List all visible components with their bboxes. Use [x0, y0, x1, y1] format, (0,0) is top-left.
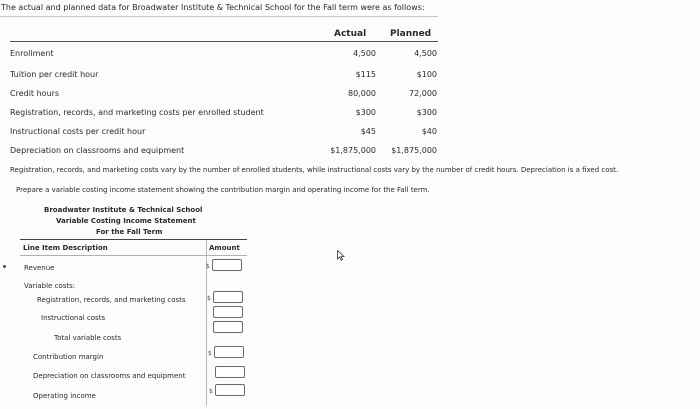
row-label: Enrollment	[10, 49, 54, 58]
statement-title-period: For the Fall Term	[96, 228, 163, 236]
currency-sign: $	[206, 263, 210, 270]
statement-top-rule	[20, 239, 247, 240]
row-label: Credit hours	[10, 89, 60, 98]
statement-title-company: Broadwater Institute & Technical School	[44, 206, 203, 214]
registration-costs-input[interactable]	[213, 291, 243, 303]
row-planned: 72,000	[409, 89, 437, 98]
instructional-costs-input[interactable]	[213, 306, 243, 318]
row-planned: $40	[421, 127, 437, 136]
row-planned: $300	[416, 108, 437, 117]
row-actual: $45	[360, 127, 376, 136]
col-description-header: Line Item Description	[23, 244, 108, 252]
row-label: Depreciation on classrooms and equipment	[10, 146, 185, 155]
row-actual: $1,875,000	[330, 146, 376, 155]
currency-sign: $	[207, 295, 211, 302]
table-header-rule	[10, 41, 438, 42]
contribution-margin-input[interactable]	[214, 346, 244, 358]
revenue-input[interactable]	[212, 259, 242, 271]
row-label: Instructional costs per credit hour	[10, 127, 146, 136]
variable-costs-label: Variable costs:	[24, 282, 76, 290]
row-label: Tuition per credit hour	[10, 70, 99, 79]
registration-costs-label: Registration, records, and marketing costs	[37, 296, 186, 304]
statement-header-rule	[20, 255, 247, 256]
statement-title-type: Variable Costing Income Statement	[56, 217, 196, 225]
row-actual: $300	[355, 108, 376, 117]
operating-income-label: Operating income	[33, 392, 96, 400]
row-label: Registration, records, and marketing costs per enrolled student	[10, 108, 264, 117]
instructional-costs-label: Instructional costs	[41, 314, 106, 322]
row-actual: 80,000	[348, 89, 376, 98]
total-variable-costs-label: Total variable costs	[54, 334, 122, 342]
row-planned: 4,500	[414, 49, 437, 58]
currency-sign: $	[208, 350, 212, 357]
col-actual-header: Actual	[334, 29, 367, 39]
operating-income-input[interactable]	[215, 384, 245, 396]
instruction-text: Prepare a variable costing income statement showing the contribution margin and operating income for the Fall term.	[16, 186, 430, 194]
currency-sign: $	[209, 388, 213, 395]
mouse-cursor-icon	[337, 250, 345, 261]
col-planned-header: Planned	[390, 29, 432, 39]
intro-text: The actual and planned data for Broadwater Institute & Technical School for the Fall term were as follows:	[1, 3, 425, 12]
row-planned: $100	[416, 70, 437, 79]
bullet-marker	[3, 265, 6, 268]
row-planned: $1,875,000	[391, 146, 437, 155]
cost-behavior-note: Registration, records, and marketing costs vary by the number of enrolled students, while instructional costs vary by the number of credit hours. Depreciation is a fixed cost.	[10, 166, 619, 174]
depreciation-input[interactable]	[215, 366, 245, 378]
row-actual: 4,500	[353, 49, 376, 58]
row-actual: $115	[355, 70, 376, 79]
revenue-label: Revenue	[24, 264, 55, 272]
contribution-margin-label: Contribution margin	[33, 353, 104, 361]
depreciation-label: Depreciation on classrooms and equipment	[33, 372, 186, 380]
col-amount-header: Amount	[209, 244, 240, 252]
intro-divider	[0, 16, 438, 17]
total-variable-costs-input[interactable]	[213, 321, 243, 333]
